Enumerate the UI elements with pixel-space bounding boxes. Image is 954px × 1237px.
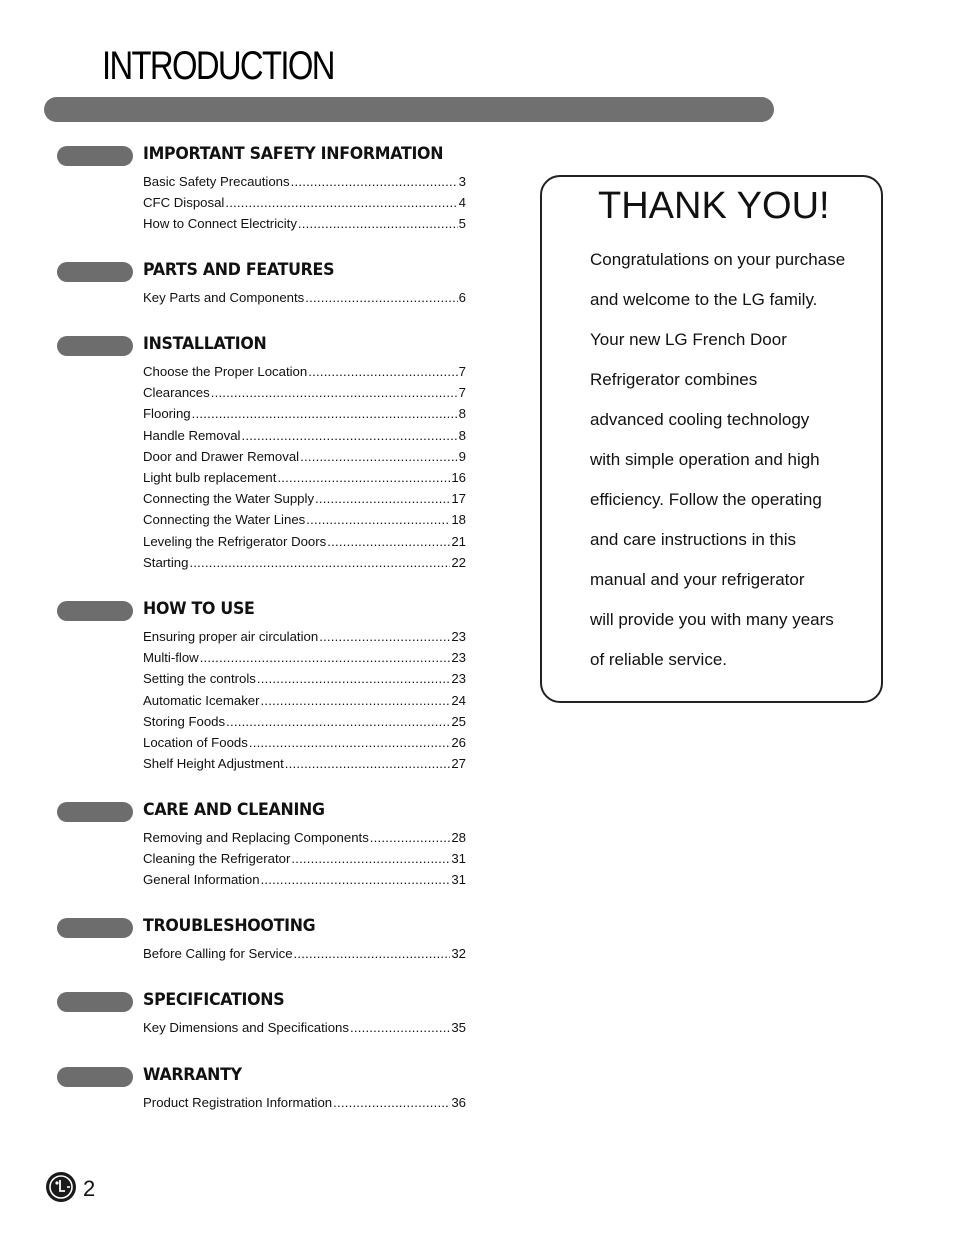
toc-entry[interactable] [143,531,466,552]
message-line: with simple operation and high [590,450,820,469]
toc-entry-page: 23 [451,629,466,644]
message-line: Refrigerator combines [590,370,758,389]
toc-entry[interactable] [143,171,466,192]
toc-entry-label: General Information [143,872,260,888]
dot-leader [211,382,458,403]
section-title: IMPORTANT SAFETY INFORMATION [143,144,444,164]
toc-entry-page: 8 [458,406,466,422]
toc-entry-page: 32 [451,946,466,961]
dot-leader [277,467,450,488]
section-title: CARE AND CLEANING [143,800,325,820]
section-marker [57,918,133,938]
toc-entry-page: 9 [458,448,466,464]
dot-leader [285,753,451,774]
toc-entry-list [143,1092,466,1113]
section-title: WARRANTY [143,1065,242,1085]
toc-entry-page: 6 [458,290,466,305]
toc-entry-page: 7 [458,364,466,379]
toc-entry[interactable] [143,848,466,869]
toc-entry-page: 8 [458,427,466,443]
toc-entry-label: Handle Removal [143,427,241,443]
dot-leader [306,509,450,530]
toc-entry-label: Door and Drawer Removal [143,448,300,464]
toc-entry-page: 21 [451,533,466,549]
title-bar [44,97,774,122]
toc-entry-page: 23 [451,650,466,666]
section-title: TROUBLESHOOTING [143,916,316,936]
toc-entry[interactable] [143,425,466,446]
toc-entry-label: CFC Disposal [143,195,225,211]
toc-entry[interactable] [143,753,466,774]
toc-entry-label: Connecting the Water Lines [143,512,306,528]
toc-entry[interactable] [143,446,466,467]
toc-entry-label: Removing and Replacing Components [143,830,369,845]
toc-entry[interactable] [143,382,466,403]
section-marker [57,336,133,356]
message-line: and care instructions in this [590,530,796,549]
dot-leader [291,848,450,869]
dot-leader [261,869,451,890]
toc-entry[interactable] [143,690,466,711]
toc-entry-page: 24 [451,692,466,708]
toc-entry-page: 4 [458,195,466,211]
toc-entry-page: 36 [451,1095,466,1110]
dot-leader [261,690,451,711]
toc-entry-label: Light bulb replacement [143,469,277,485]
dot-leader [319,626,450,647]
toc-entry-label: Location of Foods [143,734,248,750]
dot-leader [257,668,450,689]
toc-entry-list [143,287,466,308]
toc-entry-page: 22 [451,554,466,570]
lg-logo-icon [46,1172,76,1202]
toc-entry-label: Setting the controls [143,671,256,687]
thank-you-message [590,240,845,680]
dot-leader [225,192,457,213]
dot-leader [370,827,451,848]
toc-entry-label: Connecting the Water Supply [143,491,315,507]
toc-entry-label: Storing Foods [143,713,226,729]
toc-entry[interactable] [143,509,466,530]
dot-leader [294,943,451,964]
toc-entry-page: 31 [451,872,466,888]
toc-entry-label: Key Parts and Components [143,290,305,305]
dot-leader [189,552,450,573]
message-line: Congratulations on your purchase [590,250,846,269]
message-line: Your new LG French Door [590,330,787,349]
dot-leader [308,361,457,382]
dot-leader [327,531,450,552]
toc-entry[interactable] [143,1017,466,1038]
toc-entry-label: Shelf Height Adjustment [143,756,284,772]
section-title: PARTS AND FEATURES [143,260,335,280]
toc-entry[interactable] [143,467,466,488]
section-title: SPECIFICATIONS [143,990,285,1010]
toc-entry[interactable] [143,732,466,753]
toc-entry[interactable] [143,626,466,647]
section-marker [57,1067,133,1087]
toc-entry-label: Key Dimensions and Specifications [143,1020,349,1035]
dot-leader [300,446,458,467]
toc-entry[interactable] [143,361,466,382]
dot-leader [291,171,458,192]
message-line: will provide you with many years [590,610,834,629]
thank-you-title: THANK YOU! [598,185,830,227]
toc-entry-page: 7 [458,385,466,401]
toc-entry-label: Automatic Icemaker [143,692,260,708]
toc-entry-page: 35 [451,1020,466,1035]
toc-entry[interactable] [143,668,466,689]
toc-entry-page: 31 [451,851,466,867]
toc-entry-list [143,361,466,573]
toc-entry-page: 3 [458,174,466,189]
toc-entry-label: Before Calling for Service [143,946,293,961]
toc-entry[interactable] [143,1092,466,1113]
toc-entry[interactable] [143,827,466,848]
toc-entry-page: 5 [458,216,466,232]
toc-entry-page: 16 [451,469,466,485]
dot-leader [200,647,451,668]
toc-entry-page: 18 [451,512,466,528]
toc-entry[interactable] [143,647,466,668]
toc-entry-label: Starting [143,554,189,570]
toc-entry-page: 28 [451,830,466,845]
toc-entry-list [143,1017,466,1038]
toc-entry-label: Clearances [143,385,210,401]
toc-entry-page: 25 [451,713,466,729]
page-number: 2 [83,1176,96,1201]
dot-leader [192,403,458,424]
toc-entry[interactable] [143,287,466,308]
dot-leader [350,1017,450,1038]
dot-leader [315,488,450,509]
toc-entry-page: 17 [451,491,466,507]
dot-leader [226,711,450,732]
page-title: INTRODUCTION [102,44,334,88]
toc-entry-page: 23 [451,671,466,687]
section-title: HOW TO USE [143,599,255,619]
section-marker [57,601,133,621]
toc-entry-label: Cleaning the Refrigerator [143,851,291,867]
toc-entry[interactable] [143,213,466,234]
toc-entry-list [143,943,466,964]
toc-entry-list [143,171,466,235]
toc-entry-list [143,827,466,891]
toc-entry-label: Multi-flow [143,650,199,666]
message-line: manual and your refrigerator [590,570,805,589]
toc-entry[interactable] [143,552,466,573]
toc-entry[interactable] [143,711,466,732]
toc-entry-label: Leveling the Refrigerator Doors [143,533,327,549]
message-line: and welcome to the LG family. [590,290,818,309]
dot-leader [298,213,458,234]
message-line: of reliable service. [590,650,728,669]
toc-entry[interactable] [143,192,466,213]
toc-entry[interactable] [143,403,466,424]
toc-entry-label: Basic Safety Precautions [143,174,290,189]
toc-entry[interactable] [143,488,466,509]
toc-entry[interactable] [143,869,466,890]
section-marker [57,146,133,166]
section-title: INSTALLATION [143,334,267,354]
toc-entry[interactable] [143,943,466,964]
toc-entry-label: Choose the Proper Location [143,364,308,379]
toc-entry-label: Flooring [143,406,191,422]
section-marker [57,992,133,1012]
toc-entry-page: 26 [451,734,466,750]
toc-entry-label: Product Registration Information [143,1095,333,1110]
toc-entry-page: 27 [451,756,466,772]
section-marker [57,802,133,822]
dot-leader [242,425,458,446]
section-marker [57,262,133,282]
toc-entry-label: How to Connect Electricity [143,216,297,232]
message-line: advanced cooling technology [590,410,810,429]
dot-leader [249,732,450,753]
message-line: efficiency. Follow the operating [590,490,822,509]
toc-entry-label: Ensuring proper air circulation [143,629,319,644]
dot-leader [333,1092,450,1113]
dot-leader [305,287,457,308]
toc-entry-list [143,626,466,774]
